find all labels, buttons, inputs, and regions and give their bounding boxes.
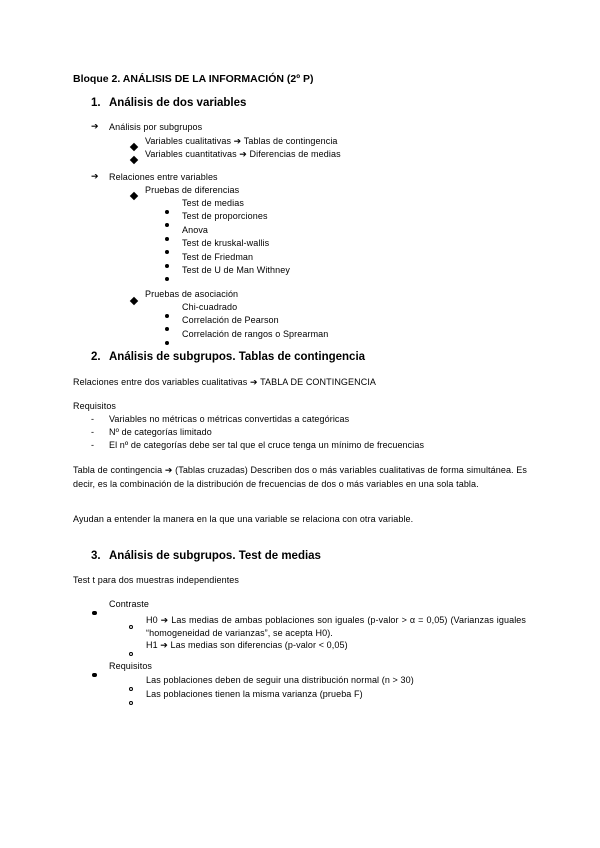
section-3-heading: Análisis de subgrupos. Test de medias [109,550,321,562]
diamond-bullet-icon [129,292,137,308]
list-item: Variables no métricas o métricas convertidas a categóricas [109,414,350,424]
dot-bullet-icon [92,665,97,681]
dot-bullet-icon [165,333,169,349]
list-item: Las poblaciones tienen la misma varianza (prueba F) [146,689,363,699]
table-paragraph: Tabla de contingencia ➔ (Tablas cruzadas) Describen dos o más variables cualitativas de forma simultánea. Es decir, es la combinación de la distribución de frecuencias de dos o más variables en una sola tabla. [73,465,527,489]
contrast-label: Contraste [109,599,149,609]
section-3-intro: Test t para dos muestras independientes [73,575,239,585]
relations-line: Relaciones entre dos variables cualitativas ➔ TABLA DE CONTINGENCIA [73,377,377,387]
section-1-number: 1. [91,97,101,109]
list-item: Correlación de Pearson [182,315,279,325]
dot-bullet-icon [165,269,169,285]
dash-bullet: - [91,427,95,437]
section-2-heading: Análisis de subgrupos. Tablas de contingencia [109,351,366,363]
arrow-bullet-icon: ➔ [91,121,99,131]
list-item: Test de proporciones [182,211,268,221]
section-3-number: 3. [91,550,101,562]
circle-bullet-icon [129,693,133,709]
section-2-number: 2. [91,351,101,363]
h1-hypothesis: H1 ➔ Las medias son diferencias (p-valor < 0,05) [146,640,348,650]
list-item: Anova [182,225,209,235]
h0-hypothesis: H0 ➔ Las medias de ambas poblaciones son iguales (p-valor > α = 0,05) (Varianzas iguales “homogeneidad de varianzas”, se acepta H0). [146,615,526,638]
list-item: Chi-cuadrado [182,302,238,312]
subgroups-label: Análisis por subgrupos [109,122,203,132]
list-item: Correlación de rangos o Sprearman [182,329,329,339]
diamond-bullet-icon [129,151,137,167]
dot-bullet-icon [92,603,97,619]
dash-bullet: - [91,440,95,450]
arrow-bullet-icon: ➔ [91,171,99,181]
list-item: Las poblaciones deben de seguir una distribución normal (n > 30) [146,675,414,685]
circle-bullet-icon [129,644,133,660]
list-item: Test de U de Man Withney [182,265,290,275]
list-item: Test de medias [182,198,244,208]
relations-label: Relaciones entre variables [109,172,218,182]
list-item: Variables cuantitativas ➔ Diferencias de medias [145,149,341,159]
list-item: Test de Friedman [182,252,254,262]
document-title: Bloque 2. ANÁLISIS DE LA INFORMACIÓN (2º P) [73,73,314,85]
list-item: Test de kruskal-wallis [182,238,270,248]
circle-bullet-icon [129,617,133,633]
differences-label: Pruebas de diferencias [145,185,240,195]
list-item: Variables cualitativas ➔ Tablas de contingencia [145,136,338,146]
help-paragraph: Ayudan a entender la manera en la que una variable se relaciona con otra variable. [73,514,414,524]
association-label: Pruebas de asociación [145,289,239,299]
diamond-bullet-icon [129,187,137,203]
list-item: Nº de categorías limitado [109,427,212,437]
list-item: El nº de categorías debe ser tal que el cruce tenga un mínimo de frecuencias [109,440,425,450]
dash-bullet: - [91,414,95,424]
section-1-heading: Análisis de dos variables [109,97,247,109]
requisites-label-2: Requisitos [109,661,153,671]
requisites-label: Requisitos [73,401,117,411]
